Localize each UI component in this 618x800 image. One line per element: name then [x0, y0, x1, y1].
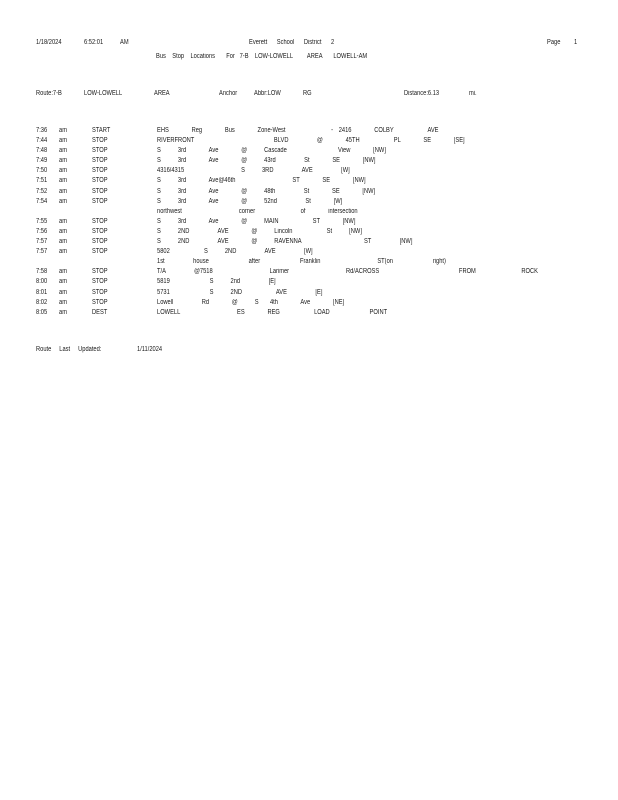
stop-type: STOP — [92, 238, 108, 246]
stop-type: DEST — [92, 308, 108, 316]
stop-type: STOP — [92, 248, 108, 256]
stop-time: 7:54 — [36, 197, 48, 205]
stop-ampm: am — [59, 197, 67, 205]
stop-ampm: am — [59, 217, 67, 225]
stop-time: 7:58 — [36, 268, 48, 276]
stop-ampm: am — [59, 157, 67, 165]
stop-row — [36, 147, 596, 157]
report-date: 1/18/2024 — [36, 39, 62, 46]
stop-time: 7:51 — [36, 177, 48, 185]
stop-type: START — [92, 127, 111, 134]
stop-description: S 3rd Ave @ Cascade View [NW] — [157, 147, 386, 155]
stop-type: STOP — [92, 177, 108, 185]
stop-row — [36, 238, 596, 248]
stop-row — [36, 268, 596, 278]
stop-ampm: am — [59, 147, 67, 155]
stop-type: STOP — [92, 268, 108, 276]
stop-description: T/A @7518 Larimer Rd/ACROSS FROM ROCK — [157, 268, 538, 276]
stop-row — [36, 167, 596, 177]
stop-ampm: am — [59, 298, 67, 306]
last-updated-label: Route Last Updated: — [36, 346, 102, 353]
stop-type: STOP — [92, 278, 108, 286]
stop-description: RIVERFRONT BLVD @ 45TH PL SE [SE] — [157, 137, 465, 145]
distance-unit: mi. — [469, 90, 477, 97]
stop-row — [36, 218, 596, 228]
stop-description: LOWELL ES REG LOAD POINT — [157, 308, 388, 316]
stop-time: 7:57 — [36, 248, 48, 256]
stop-description: S 2ND AVE @ Lincoln St [NW] — [157, 227, 362, 235]
page-label: Page — [547, 39, 561, 46]
stop-description: S 3rd Ave @ 43rd St SE [NW] — [157, 157, 376, 165]
stop-ampm: am — [59, 248, 67, 256]
stop-type: STOP — [92, 288, 108, 296]
stop-row — [36, 177, 596, 187]
stop-row — [36, 289, 596, 299]
stop-description: S 3rd Ave@46th ST SE [NW] — [157, 177, 366, 185]
stop-time: 7:44 — [36, 137, 48, 145]
stop-ampm: am — [59, 167, 67, 175]
stop-time: 8:01 — [36, 288, 48, 296]
stop-type: STOP — [92, 217, 108, 225]
stop-row — [36, 228, 596, 238]
stop-ampm: am — [59, 127, 67, 134]
stop-ampm: am — [59, 177, 67, 185]
stop-time: 8:02 — [36, 298, 48, 306]
stop-time: 7:48 — [36, 147, 48, 155]
stop-type: STOP — [92, 167, 108, 175]
stop-time: 7:36 — [36, 127, 48, 134]
route-code: Route:7-B — [36, 90, 62, 97]
stop-time: 7:57 — [36, 238, 48, 246]
stop-ampm: am — [59, 288, 67, 296]
stop-description: northwest corner of intersection — [157, 207, 358, 215]
stop-row — [36, 248, 596, 258]
stop-time: 7:49 — [36, 157, 48, 165]
stop-row — [36, 299, 596, 309]
stop-description: S 3rd Ave @ 48th St SE [NW] — [157, 187, 376, 195]
route-area: AREA — [154, 90, 170, 97]
stop-row — [36, 309, 596, 319]
stop-description: 5731 S 2ND AVE [E] — [157, 288, 323, 296]
stop-description: 4316/4315 S 3RD AVE [W] — [157, 167, 350, 175]
stop-time: 7:55 — [36, 217, 48, 225]
stop-row — [36, 127, 596, 137]
stop-time: 7:52 — [36, 187, 48, 195]
stop-ampm: am — [59, 227, 67, 235]
stop-row — [36, 157, 596, 167]
stop-ampm: am — [59, 137, 67, 145]
report-ampm: AM — [120, 39, 129, 46]
stop-ampm: am — [59, 268, 67, 276]
stop-note-row — [36, 208, 596, 218]
stop-time: 7:50 — [36, 167, 48, 175]
stop-ampm: am — [59, 187, 67, 195]
stop-description: 1st house after Franklin ST(on right) — [157, 258, 446, 266]
stop-row — [36, 198, 596, 208]
stop-type: STOP — [92, 227, 108, 235]
report-subtitle: Bus Stop Locations For 7-B LOW-LOWELL AREA LOWELL-AM — [156, 53, 368, 60]
stop-description: EHS Reg Bus Zone-West - 2416 COLBY AVE — [157, 127, 439, 134]
route-distance: Distance:6.13 — [404, 90, 440, 97]
stop-time: 8:00 — [36, 278, 48, 286]
last-updated-date: 1/11/2024 — [137, 346, 163, 353]
stop-ampm: am — [59, 238, 67, 246]
stop-type: STOP — [92, 197, 108, 205]
stop-ampm: am — [59, 278, 67, 286]
stop-row — [36, 278, 596, 288]
stop-description: Lowell Rd @ S 4th Ave [NE] — [157, 298, 345, 306]
stop-row — [36, 188, 596, 198]
page-number: 1 — [574, 39, 578, 46]
stop-time: 8:05 — [36, 308, 48, 316]
stop-type: STOP — [92, 157, 108, 165]
stops-list — [36, 127, 596, 319]
stop-row — [36, 137, 596, 147]
stop-type: STOP — [92, 147, 108, 155]
anchor-label: Anchor — [219, 90, 238, 97]
district-name: Everett School District 2 — [249, 39, 335, 46]
stop-type: STOP — [92, 187, 108, 195]
route-name: LOW-LOWELL — [84, 90, 123, 97]
stop-description: S 2ND AVE @ RAVENNA ST [NW] — [157, 238, 413, 246]
stop-time: 7:56 — [36, 227, 48, 235]
stop-type: STOP — [92, 298, 108, 306]
route-rg: RG — [303, 90, 312, 97]
stop-description: 5802 S 2ND AVE [W] — [157, 248, 313, 256]
report-time: 6:52:01 — [84, 39, 104, 46]
stop-description: 5819 S 2nd [E] — [157, 278, 276, 286]
route-abbr: Abbr:LOW — [254, 90, 281, 97]
stop-description: S 3rd Ave @ MAIN ST [NW] — [157, 217, 356, 225]
stop-note-row — [36, 258, 596, 268]
stop-ampm: am — [59, 308, 67, 316]
stop-description: S 3rd Ave @ 52nd St [W] — [157, 197, 343, 205]
stop-type: STOP — [92, 137, 108, 145]
